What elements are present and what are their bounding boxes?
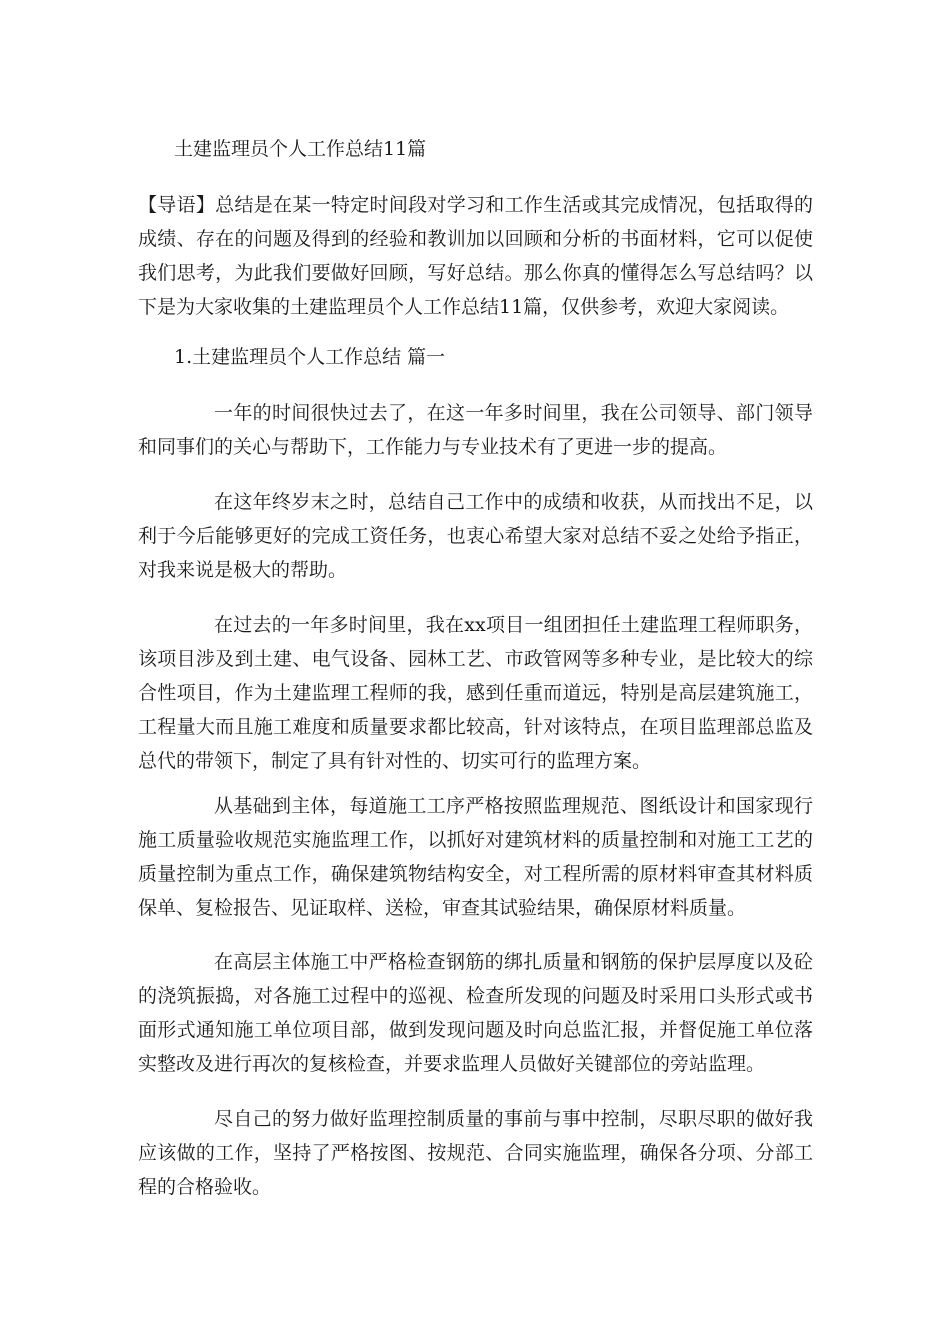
section-heading: 1.土建监理员个人工作总结 篇一 [174,346,446,368]
body-paragraph: 一年的时间很快过去了，在这一年多时间里，我在公司领导、部门领导和同事们的关心与帮助下，工作能力与专业技术有了更进一步的提高。 [138,402,813,458]
document-title: 土建监理员个人工作总结11篇 [174,138,427,160]
body-paragraph: 在这年终岁末之时，总结自己工作中的成绩和收获，从而找出不足，以利于今后能够更好的完成工资任务，也衷心希望大家对总结不妥之处给予指正，对我来说是极大的帮助。 [138,491,813,581]
body-paragraph: 在高层主体施工中严格检查钢筋的绑扎质量和钢筋的保护层厚度以及砼的浇筑振捣，对各施工过程中的巡视、检查所发现的问题及时采用口头形式或书面形式通知施工单位项目部，做到发现问题及时向总监汇报，并督促施工单位落实整改及进行再次的复核检查，并要求监理人员做好关键部位的旁站监理。 [138,951,813,1075]
body-paragraph: 在过去的一年多时间里，我在xx项目一组团担任土建监理工程师职务，该项目涉及到土建、电气设备、园林工艺、市政管网等多种专业，是比较大的综合性项目，作为土建监理工程师的我，感到任重而道远，特别是高层建筑施工，工程量大而且施工难度和质量要求都比较高，针对该特点，在项目监理部总监及总代的带领下，制定了具有针对性的、切实可行的监理方案。 [138,614,813,772]
body-paragraph: 尽自己的努力做好监理控制质量的事前与事中控制，尽职尽职的做好我应该做的工作，坚持了严格按图、按规范、合同实施监理，确保各分项、分部工程的合格验收。 [138,1108,813,1198]
intro-paragraph: 【导语】总结是在某一特定时间段对学习和工作生活或其完成情况，包括取得的成绩、存在的问题及得到的经验和教训加以回顾和分析的书面材料，它可以促使我们思考，为此我们要做好回顾，写好总结。那么你真的懂得怎么写总结吗？以下是为大家收集的土建监理员个人工作总结11篇，仅供参考，欢迎大家阅读。 [138,194,813,318]
body-paragraph: 从基础到主体，每道施工工序严格按照监理规范、图纸设计和国家现行施工质量验收规范实施监理工作，以抓好对建筑材料的质量控制和对施工工艺的质量控制为重点工作，确保建筑物结构安全，对工程所需的原材料审查其材料质保单、复检报告、见证取样、送检，审查其试验结果，确保原材料质量。 [138,795,813,919]
